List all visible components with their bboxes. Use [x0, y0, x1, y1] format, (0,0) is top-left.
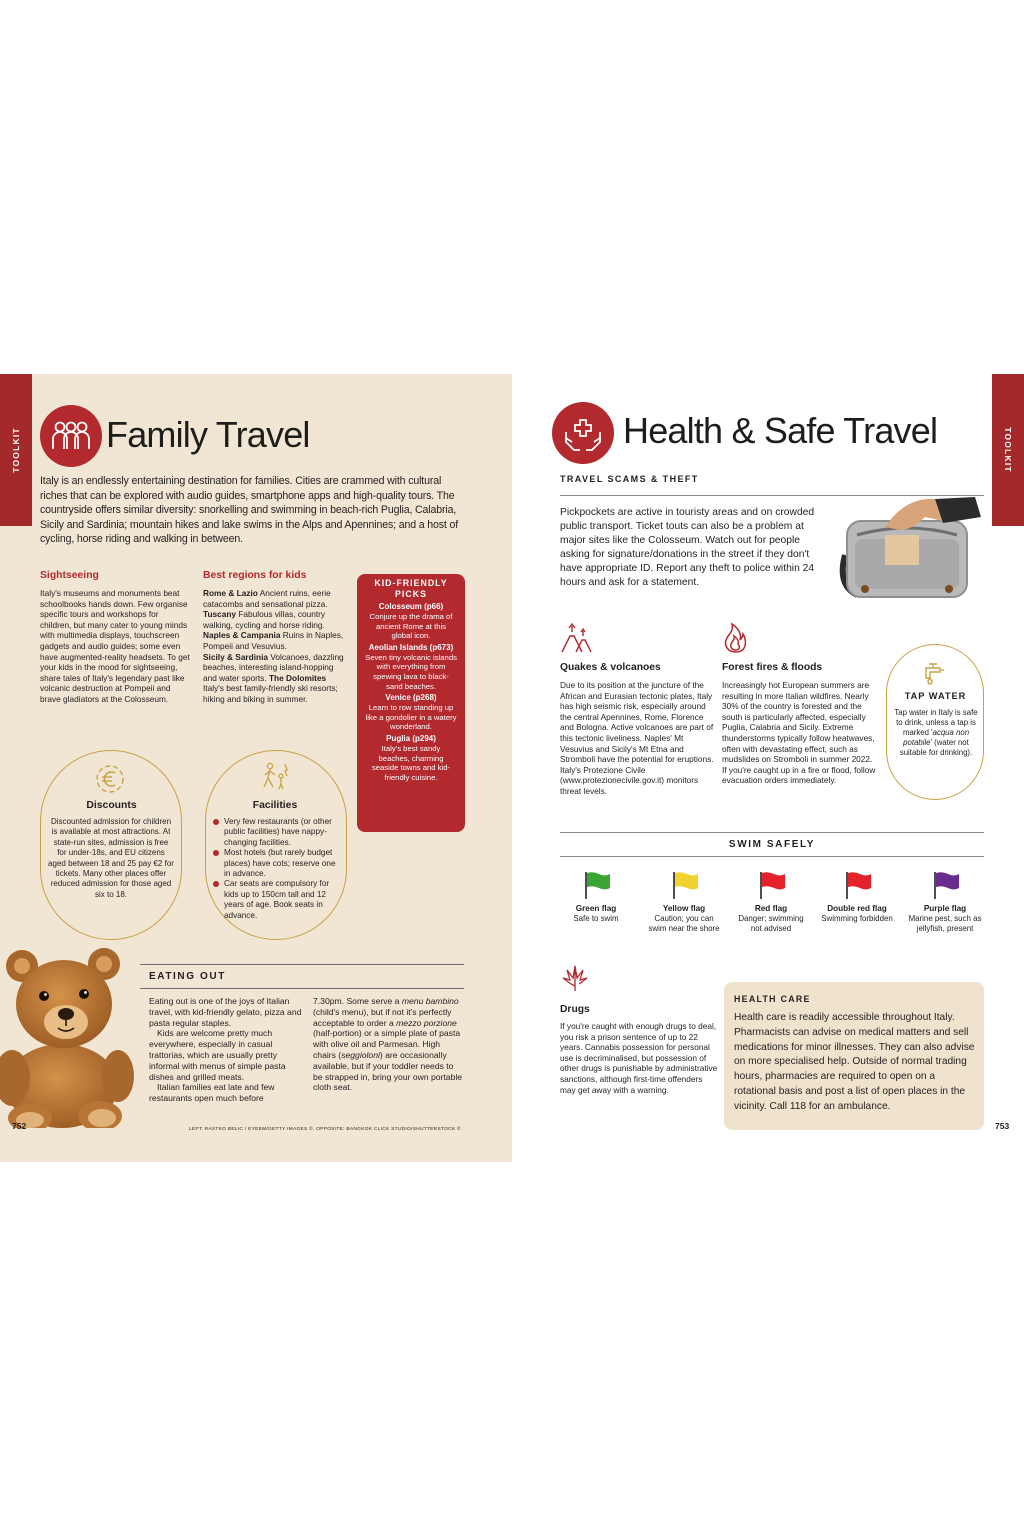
health-care-heading: HEALTH CARE	[734, 994, 811, 1004]
divider	[560, 832, 984, 833]
drugs-text: If you're caught with enough drugs to deal, you risk a prison sentence of up to 22 years. Cannabis possession for personal use is decriminalised, but possession of other drugs is punishable by administrative sanctions, although first-time offenders may get away with a warning.	[560, 1021, 718, 1095]
regions-heading: Best regions for kids	[203, 570, 307, 581]
drugs-heading: Drugs	[560, 1004, 590, 1015]
flag-description: Safe to swim	[573, 914, 619, 923]
tap-icon	[920, 656, 950, 691]
flag-label	[819, 904, 895, 924]
kid-pick-text: Italy's best sandy beaches, charming seaside towns and kid-friendly cuisine.	[371, 743, 451, 782]
page-number-right: 753	[995, 1121, 1010, 1131]
health-care-text: Health care is readily accessible throughout Italy. Pharmacists can advise on medical matters and sell medications for minor illnesses. They can also advise on more specialised help. Outside of normal trading hours, pharmacies are required to open on a rotational basis and post a list of open places in the vicinity. Call 118 for an ambulance.	[734, 1012, 975, 1112]
toolkit-tab-left	[0, 374, 32, 526]
scams-text: Pickpockets are active in touristy areas and on crowded public transport. Ticket touts can also be a problem at major sites like the Colosseum. Watch out for people asking for signature/donations in the street if they don't have appropriate ID. Report any theft to police within 24 hours and ask for a statement.	[560, 507, 815, 588]
discounts-text: Discounted admission for children is available at most attractions. At state-run sites, admission is free for under-18s, and EU citizens aged between 18 and 25 pay €2 for tickets. Many other places offer reduced admission for those aged six to 18.	[48, 817, 174, 899]
kid-friendly-picks-box	[357, 574, 465, 832]
euro-icon	[93, 762, 127, 801]
bag-pickpocket-image	[835, 495, 985, 610]
flag-icon	[757, 870, 787, 905]
divider	[140, 988, 464, 989]
flag-description: Marine pest, such as jellyfish, present	[908, 914, 982, 933]
region-item: Rome & Lazio Ancient ruins, eerie catacombs and sensational pizza.	[203, 588, 331, 609]
flag-name: Green flag	[575, 904, 617, 913]
sightseeing-text: Italy's museums and monuments beat schoolbooks hands down. Few organise specific tours and workshops for children, but many cater to young minds with multimedia displays, touchscreen gadgets and audio guides; some even have augmented-reality headsets. To get your kids in the mood for sightseeing, share tales of Italy's legendary past like volcanic destruction at Pompeii and brave gladiators at the Colosseum.	[40, 588, 190, 704]
toolkit-tab-label: TOOLKIT	[1003, 427, 1013, 473]
fires-heading: Forest fires & floods	[722, 662, 823, 673]
flag-icon	[582, 870, 612, 905]
tap-water-text: Tap water in Italy is safe to drink, unless a tap is marked 'acqua non potabile' (water not suitable for drinking).	[894, 708, 978, 757]
flag-description: Swimming forbidden	[821, 914, 893, 923]
fires-text: Increasingly hot European summers are resulting in more Italian wildfires. Nearly 30% of the country is forested and the south is particularly affected, especially Puglia, Calabria and Sicily. Extreme thunderstorms typically follow heatwaves, often with devastating effect, such as mudslides on Stromboli in summer 2022. If you're caught up in a fire or flood, follow evacuation orders immediately.	[722, 680, 876, 786]
health-care-box	[724, 982, 984, 1130]
regions-list	[203, 588, 349, 705]
flag-label	[907, 904, 983, 934]
page-title-health: Health & Safe Travel	[623, 410, 938, 451]
flag-description: Danger; swimming not advised	[738, 914, 804, 933]
region-item: The Dolomites Italy's best family-friendly ski resorts; hiking and biking in summer.	[203, 672, 338, 704]
list-item: Car seats are compulsory for kids up to 150cm tall and 12 years of age. Book seats in advance.	[212, 879, 340, 921]
page-title-family: Family Travel	[106, 414, 310, 455]
divider	[140, 964, 464, 965]
divider	[560, 856, 984, 857]
flag-icon	[670, 870, 700, 905]
tap-water-heading: TAP WATER	[904, 691, 967, 701]
family-icon	[40, 405, 102, 467]
list-item: Most hotels (but rarely budget places) have cots; reserve one in advance.	[212, 848, 340, 879]
eating-out-heading: EATING OUT	[149, 971, 226, 982]
kid-pick-name: Venice (p268)	[385, 693, 437, 703]
swim-safely-heading: SWIM SAFELY	[728, 839, 816, 850]
kid-pick-name: Colosseum (p66)	[378, 602, 444, 611]
flag-name: Purple flag	[923, 904, 967, 913]
scams-heading: TRAVEL SCAMS & THEFT	[560, 474, 699, 484]
kid-pick-text: Seven tiny volcanic islands with everything from spewing lava to black-sand beaches.	[365, 652, 457, 691]
teddy-bear-image	[0, 948, 140, 1133]
facilities-list	[212, 817, 340, 921]
flag-label	[646, 904, 722, 934]
quakes-text: Due to its position at the juncture of the African and Eurasian tectonic plates, Italy has high seismic risk, especially around the central Apennines, Rome, Florence and Bologna. Active volcanoes are part of this tectonic liveliness. Naples' Mt Vesuvius and Sicily's Mt Etna and Stromboli have the potential for eruptions. Italy's Protezione Civile (www.protezionecivile.gov.it) monitors threat levels.	[560, 680, 714, 796]
facilities-heading: Facilities	[252, 800, 298, 811]
kid-picks-title: KID-FRIENDLY PICKS	[374, 578, 448, 599]
page-number-left: 752	[12, 1121, 27, 1131]
sightseeing-heading: Sightseeing	[40, 570, 99, 581]
quakes-heading: Quakes & volcanoes	[560, 662, 661, 673]
region-item: Naples & Campania Ruins in Naples, Pompeii and Vesuvius.	[203, 630, 344, 651]
flag-icon	[843, 870, 873, 905]
region-item: Tuscany Fabulous villas, country walking, cycling and horse riding.	[203, 609, 326, 630]
toolkit-tab-right	[992, 374, 1024, 526]
kid-pick-name: Puglia (p294)	[386, 733, 436, 743]
flag-description: Caution; you can swim near the shore	[648, 914, 720, 933]
photo-credit: LEFT: RASTKO BELIC / EYEEM/GETTY IMAGES ©. OPPOSITE: BANGKOK CLICK STUDIO/SHUTTERSTOCK ©	[189, 1127, 461, 1132]
kid-pick-name: Aeolian Islands (p673)	[368, 642, 454, 652]
kid-pick-text: Conjure up the drama of ancient Rome at this global icon.	[369, 612, 453, 641]
eating-out-col1: Eating out is one of the joys of Italian travel, with kid-friendly gelato, pizza and pasta regular staples. Kids are welcome pretty much everywhere, especially in casual trattorias, which are usually pretty informal with menus of simple pasta dishes and grilled meats. Italian families eat late and few restaurants open much before	[149, 996, 302, 1104]
fire-icon	[722, 622, 750, 659]
flag-icon	[931, 870, 961, 905]
kid-pick-text: Learn to row standing up like a gondolier in a watery wonderland.	[365, 703, 457, 732]
discounts-heading: Discounts	[86, 800, 137, 811]
flag-name: Double red flag	[827, 904, 887, 913]
list-item: Very few restaurants (or other public facilities) have nappy-changing facilities.	[212, 817, 340, 848]
region-item: Sicily & Sardinia Volcanoes, dazzling beaches, interesting island-hopping and water sports.	[203, 651, 344, 683]
flag-label	[733, 904, 809, 934]
family-intro: Italy is an endlessly entertaining destination for families. Cities are crammed with cultural riches that can be explored with audio guides, smartphone apps and high-quality tours. The countryside offers similar diversity: snorkelling and swimming in beach-rich Puglia, Calabria, Sicily and Sardinia; mountain hikes and lake swims in the Alps and Apennines; and a host of cycling, horse riding and walking in between.	[40, 475, 459, 546]
eating-out-col2: 7.30pm. Some serve a menu bambino (child's menu), but if not it's perfectly acceptable to order a mezzo porzione (half-portion) or a simple plate of pasta with olive oil and Parmesan. High chairs (seggioloni) are occasionally available, but if your toddler needs to be strapped in, bring your own portable cloth seat.	[313, 996, 463, 1093]
volcano-icon	[560, 622, 592, 659]
flag-label	[558, 904, 634, 924]
health-hands-icon	[552, 402, 614, 464]
toolkit-tab-label: TOOLKIT	[11, 427, 21, 473]
flag-name: Red flag	[754, 904, 788, 913]
family-walking-icon	[257, 760, 291, 799]
cannabis-leaf-icon	[560, 962, 590, 997]
flag-name: Yellow flag	[662, 904, 706, 913]
